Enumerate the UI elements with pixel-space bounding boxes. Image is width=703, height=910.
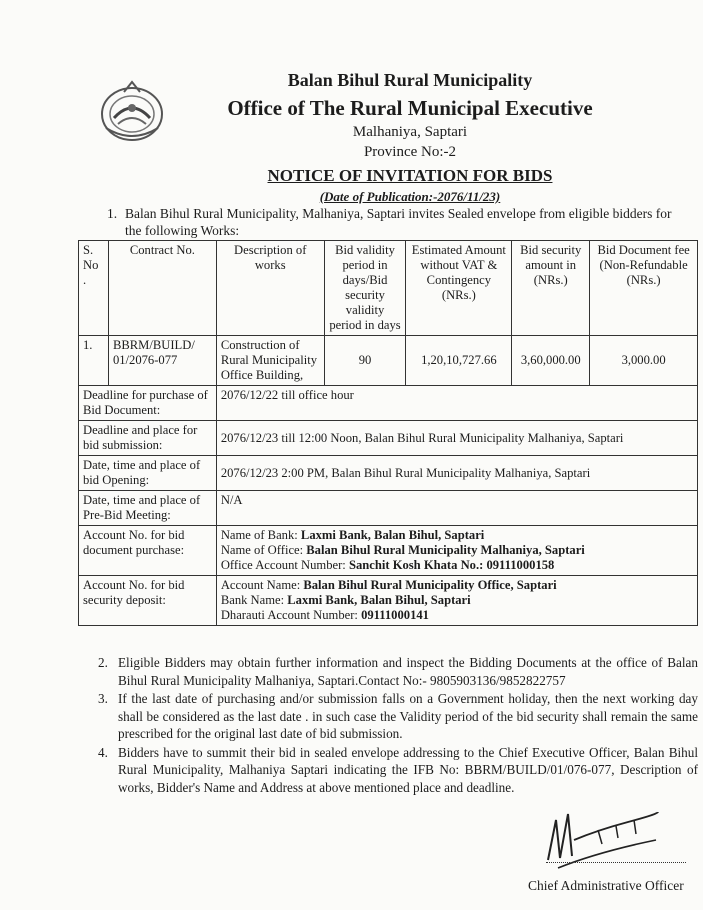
note-number: 3. — [98, 691, 108, 706]
security-account-label: Account No. for bid security deposit: — [79, 576, 217, 626]
office-account-prefix: Office Account Number: — [220, 558, 349, 572]
submission-value: 2076/12/23 till 12:00 Noon, Balan Bihul Rural Municipality Malhaniya, Saptari — [216, 421, 697, 456]
intro-number: 1. — [107, 206, 118, 221]
signatory-title: Chief Administrative Officer — [528, 878, 684, 893]
location: Malhaniya, Saptari — [352, 124, 468, 140]
purchase-account-value — [216, 526, 697, 576]
bank-name: Laxmi Bank, Balan Bihul, Saptari — [300, 528, 485, 542]
security-account-value — [216, 576, 697, 626]
purchase-account-row — [79, 526, 698, 576]
opening-label: Date, time and place of bid Opening: — [79, 456, 217, 491]
prebid-value: N/A — [216, 491, 697, 526]
header-fee: Bid Document fee (Non-Refundable (NRs.) — [590, 241, 698, 336]
office-account-number: Sanchit Kosh Khata No.: 09111000158 — [348, 558, 555, 572]
dharauti-prefix: Dharauti Account Number: — [220, 608, 362, 622]
publication-date: (Date of Publication:-2076/11/23) — [319, 189, 501, 204]
opening-value: 2076/12/23 2:00 PM, Balan Bihul Rural Municipality Malhaniya, Saptari — [216, 456, 697, 491]
note-text: Eligible Bidders may obtain further information and inspect the Bidding Documents at the office of Balan Bihul Rural Municipality Malhaniya, Saptari.Contact No:- 9805903136/9852822757 — [118, 655, 698, 688]
row-sno: 1. — [79, 336, 109, 386]
list-item — [98, 690, 698, 743]
purchase-account-label: Account No. for bid document purchase: — [79, 526, 217, 576]
intro-paragraph — [107, 205, 697, 239]
header-sno: S. No . — [79, 241, 109, 336]
header-contract: Contract No. — [108, 241, 216, 336]
purchase-deadline-value: 2076/12/22 till office hour — [216, 386, 697, 421]
signature-line — [546, 862, 686, 863]
list-item — [98, 654, 698, 689]
row-description: Construction of Rural Municipality Office Building, — [216, 336, 324, 386]
row-security: 3,60,000.00 — [512, 336, 590, 386]
notes-list — [98, 654, 698, 797]
intro-text-line2: the following Works: — [125, 223, 240, 238]
row-contract: BBRM/BUILD/ 01/2076-077 — [108, 336, 216, 386]
municipality-name: Balan Bihul Rural Municipality — [287, 70, 533, 90]
header-description: Description of works — [216, 241, 324, 336]
note-text: If the last date of purchasing and/or submission falls on a Government holiday, then the next working day shall be considered as the last date . in such case the Validity period of the bid security shall remain the same prescribed for the original last date of bid submission. — [118, 691, 698, 741]
municipality-emblem-icon — [96, 78, 168, 144]
bank-value: Laxmi Bank, Balan Bihul, Saptari — [287, 593, 471, 607]
bank-name-prefix: Name of Bank: — [220, 528, 301, 542]
office-name-value: Balan Bihul Rural Municipality Malhaniya, Saptari — [306, 543, 585, 557]
security-account-row — [79, 576, 698, 626]
bank-prefix: Bank Name: — [220, 593, 288, 607]
row-fee: 3,000.00 — [590, 336, 698, 386]
list-item — [98, 744, 698, 797]
account-name-prefix: Account Name: — [220, 578, 304, 592]
purchase-deadline-row — [79, 386, 698, 421]
header-security: Bid security amount in (NRs.) — [512, 241, 590, 336]
purchase-deadline-label: Deadline for purchase of Bid Document: — [79, 386, 217, 421]
note-number: 2. — [98, 655, 108, 670]
prebid-row — [79, 491, 698, 526]
notice-title: NOTICE OF INVITATION FOR BIDS — [267, 166, 553, 185]
office-name-prefix: Name of Office: — [220, 543, 307, 557]
submission-label: Deadline and place for bid submission: — [79, 421, 217, 456]
dharauti-account-number: 09111000141 — [361, 608, 429, 622]
office-name: Office of The Rural Municipal Executive — [227, 96, 593, 120]
row-estimated: 1,20,10,727.66 — [406, 336, 512, 386]
table-row — [79, 336, 698, 386]
note-text: Bidders have to summit their bid in sealed envelope addressing to the Chief Executive Officer, Balan Bihul Rural Municipality, Malhaniya Saptari indicating the IFB No: BBRM/BUILD/01/076-077, Description of works, Bidder's Name and Address at above mentioned place and deadline. — [118, 744, 698, 795]
bids-table — [78, 240, 698, 626]
account-name: Balan Bihul Rural Municipality Office, Saptari — [303, 578, 557, 592]
header-validity: Bid validity period in days/Bid security validity period in days — [324, 241, 406, 336]
opening-row — [79, 456, 698, 491]
province: Province No:-2 — [363, 144, 457, 160]
note-number: 4. — [98, 744, 108, 760]
submission-row — [79, 421, 698, 456]
header-estimated: Estimated Amount without VAT & Contingency (NRs.) — [406, 241, 512, 336]
intro-text-line1: Balan Bihul Rural Municipality, Malhaniya, Saptari invites Sealed envelope from eligible bidders for — [125, 206, 672, 221]
table-header-row — [79, 241, 698, 336]
row-validity: 90 — [324, 336, 406, 386]
prebid-label: Date, time and place of Pre-Bid Meeting: — [79, 491, 217, 526]
